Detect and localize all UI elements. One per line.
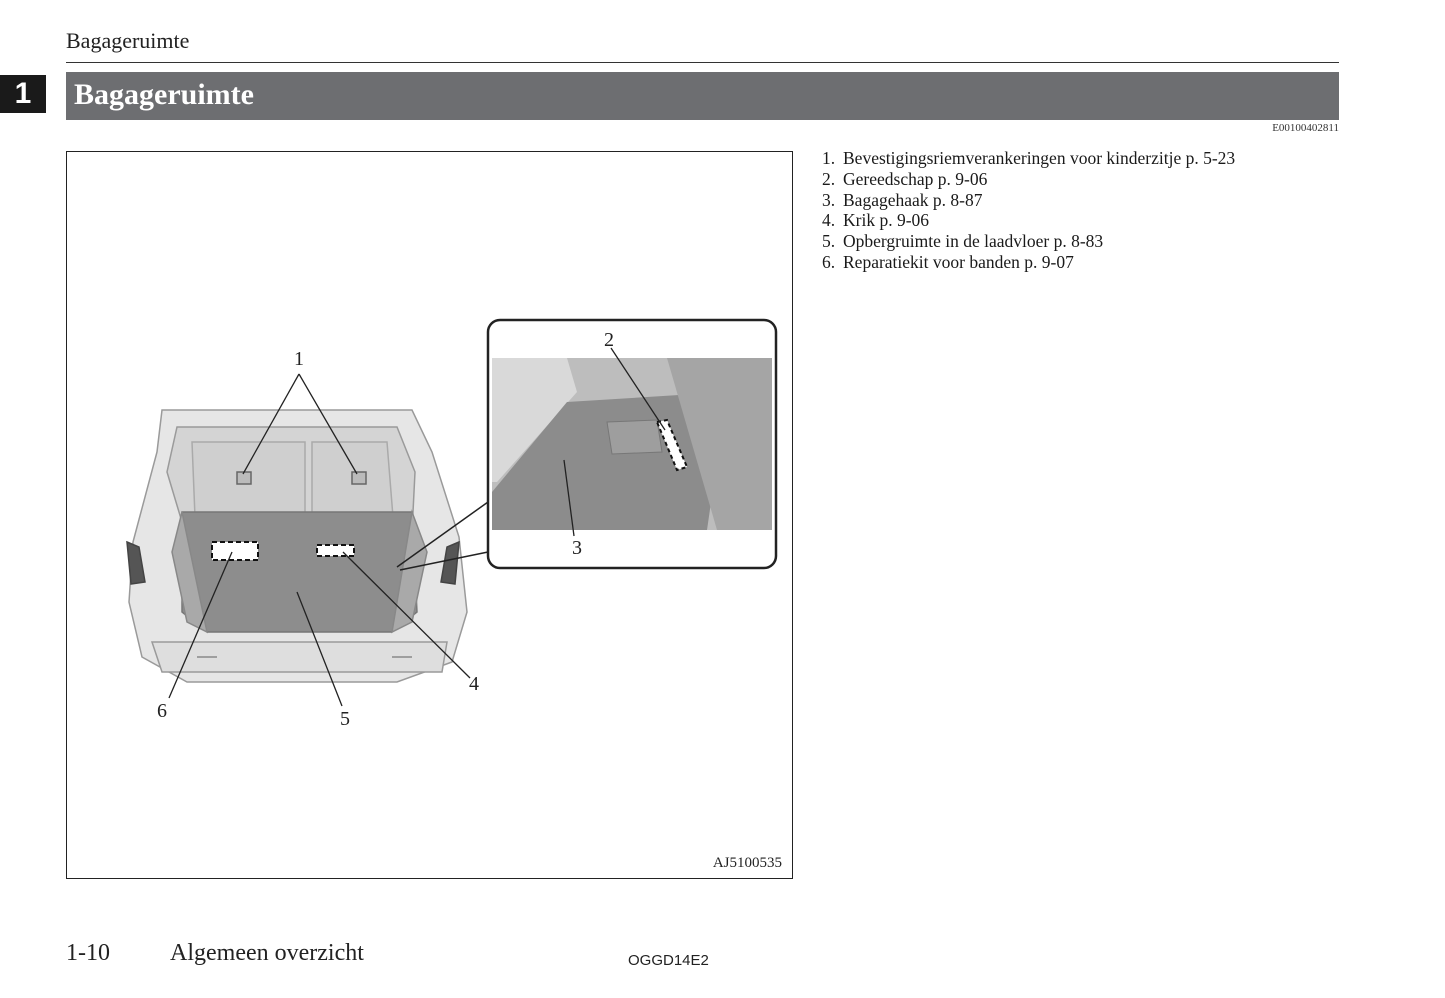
section-title: Bagageruimte (74, 78, 254, 111)
chapter-tab: 1 (0, 75, 46, 113)
legend-number: 1. (822, 148, 836, 168)
legend-text: Opbergruimte in de laadvloer p. 8-83 (843, 231, 1104, 252)
legend-text: Bagagehaak p. 8-87 (843, 189, 983, 210)
footer-document-code: OGGD14E2 (628, 952, 709, 969)
figure-image-id: AJ5100535 (712, 855, 782, 871)
tyre-repair-kit-marker (212, 542, 258, 560)
legend-number: 2. (822, 168, 836, 189)
legend-number: 5. (822, 231, 836, 252)
callout-2: 2 (604, 329, 614, 351)
legend-item (822, 252, 1235, 273)
legend-item (822, 210, 1235, 231)
callout-4: 4 (469, 673, 479, 695)
section-title-bar (66, 72, 1339, 120)
callout-1: 1 (294, 348, 304, 370)
legend-number: 4. (822, 210, 836, 231)
legend-item (822, 190, 1235, 211)
running-head: Bagageruimte (66, 28, 190, 53)
parts-legend (822, 148, 1235, 273)
legend-text: Gereedschap p. 9-06 (843, 168, 988, 189)
legend-item (822, 169, 1235, 190)
footer-section-title: Algemeen overzicht (170, 940, 364, 966)
car-boot-illustration (67, 152, 794, 880)
footer-page-number: 1-10 (66, 940, 110, 966)
car-rear-drawing (127, 410, 467, 682)
header-rule (66, 62, 1339, 63)
legend-number: 3. (822, 189, 836, 210)
legend-text: Reparatiekit voor banden p. 9-07 (843, 251, 1074, 272)
legend-item (822, 148, 1235, 169)
callout-3: 3 (572, 537, 582, 559)
legend-text: Bevestigingsriemverankeringen voor kinderzitje p. 5-23 (843, 148, 1236, 168)
legend-text: Krik p. 9-06 (843, 210, 930, 231)
document-code: E00100402811 (1272, 122, 1339, 134)
inset-detail (488, 320, 776, 568)
legend-number: 6. (822, 251, 836, 272)
legend-item (822, 231, 1235, 252)
callout-6: 6 (157, 700, 167, 722)
jack-marker (317, 545, 354, 556)
callout-5: 5 (340, 708, 350, 730)
luggage-figure (66, 151, 793, 879)
